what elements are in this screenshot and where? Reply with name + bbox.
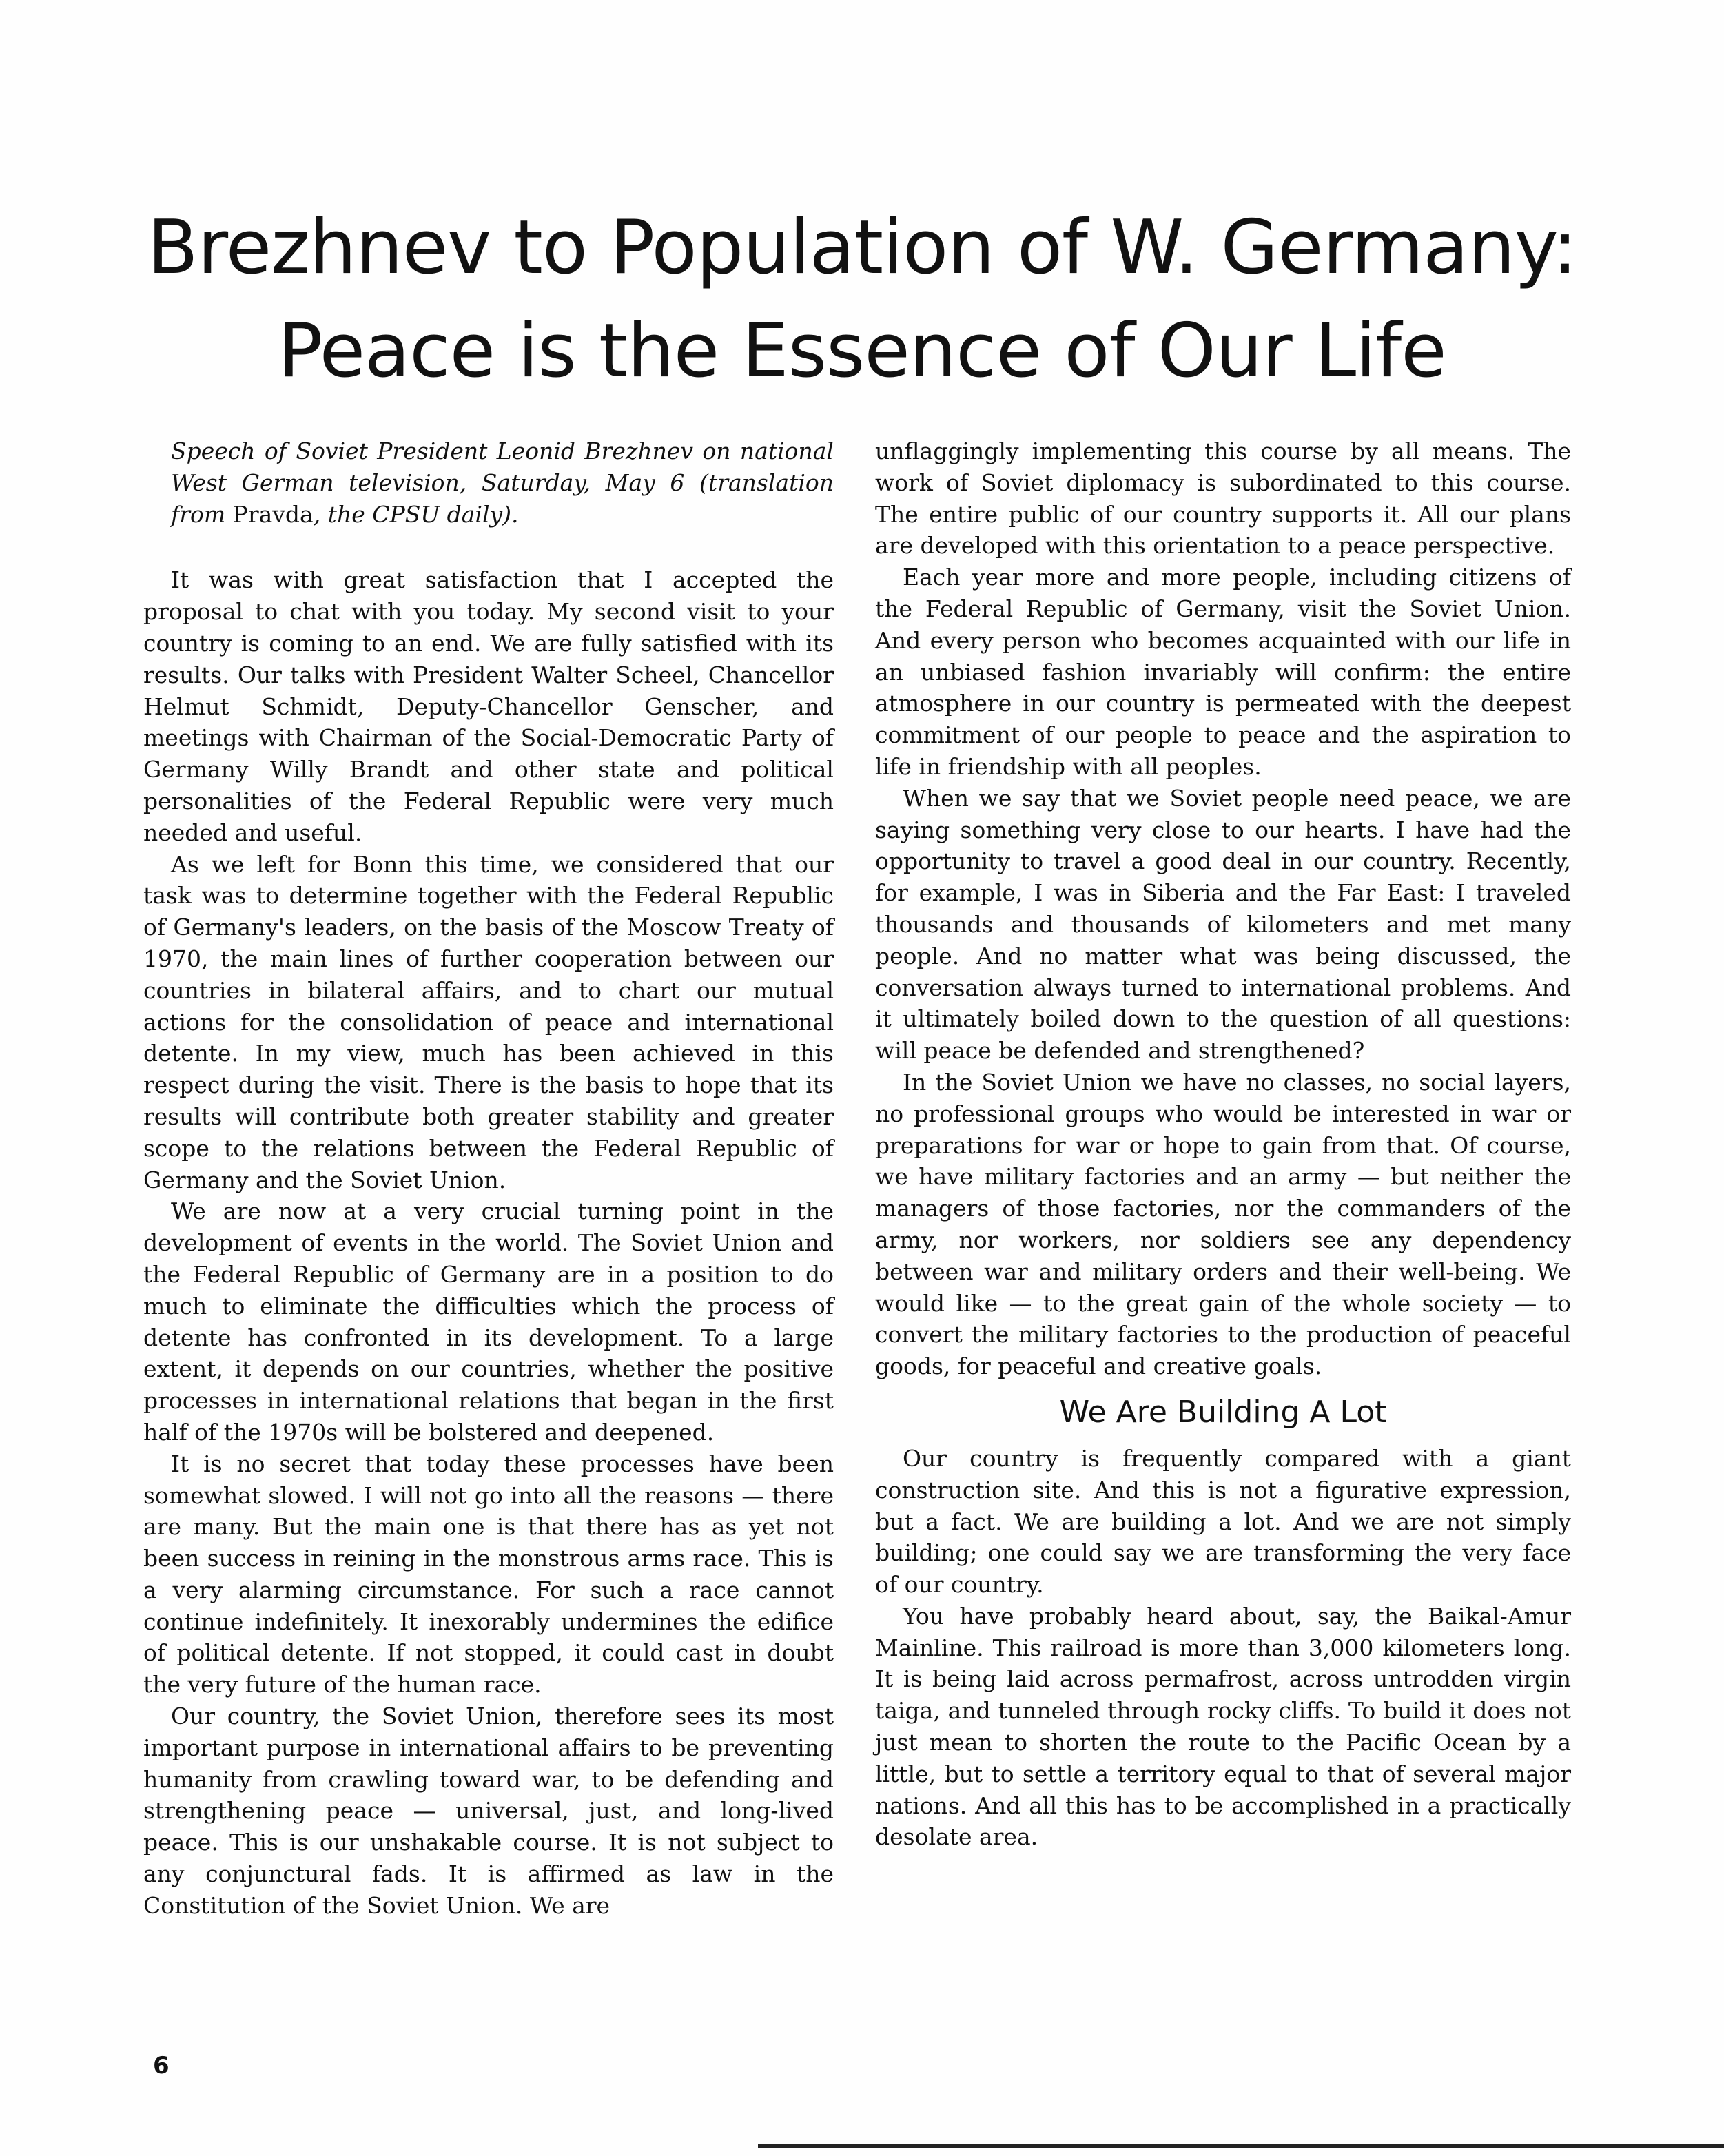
intro-text-start: Speech of Soviet President Leonid Brezhnev on national West German television, Saturday, May 6 (translation from — [171, 438, 834, 528]
headline-line-1: Brezhnev to Population of W. Germany: — [147, 205, 1577, 291]
body-paragraph: We are now at a very crucial turning point in the development of events in the world. The Soviet Union and the Federal Republic of Germany are in a position to do much to eliminate the difficulties which the process of detente has confronted in its development. To a large extent, it depends on our countries, whether the positive processes in international relations that began in the first half of the 1970s will be bolstered and deepened. — [143, 1198, 834, 1446]
intro-pravda: Pravda — [232, 500, 314, 528]
intro-note — [143, 435, 834, 530]
left-column — [143, 435, 834, 1922]
body-paragraph: It was with great satisfaction that I accepted the proposal to chat with you today. My second visit to your country is coming to an end. We are fully satisfied with its results. Our talks with President Walter Scheel, Chancellor Helmut Schmidt, Deputy-Chancellor Genscher, and meetings with Chairman of the Social-Democratic Party of Germany Willy Brandt and other state and political personalities of the Federal Republic were very much needed and useful. — [143, 566, 834, 846]
page-number: 6 — [153, 2052, 170, 2080]
intro-text-end: , the CPSU daily). — [313, 500, 519, 528]
right-column — [875, 435, 1571, 1853]
section-subheading: We Are Building A Lot — [1059, 1394, 1387, 1430]
body-paragraph: In the Soviet Union we have no classes, no social layers, no professional groups who would be interested in war or preparations for war or hope to gain from that. Of course, we have military factories and an army — but neither the managers of those factories, nor the commanders of the army, nor workers, nor soldiers see any dependency between war and military orders and their well-being. We would like — to the great gain of the whole society — to convert the military factories to the production of peaceful goods, for peaceful and creative goals. — [875, 1068, 1571, 1380]
body-paragraph: When we say that we Soviet people need peace, we are saying something very close to our hearts. I have had the opportunity to travel a good deal in our country. Recently, for example, I was in Siberia and the Far East: I traveled thousands and thousands of kilometers and met many people. And no matter what was being discussed, the conversation always turned to international problems. And it ultimately boiled down to the question of all questions: will peace be defended and strengthened? — [875, 784, 1571, 1065]
page-bottom-rule — [758, 2144, 1724, 2148]
body-paragraph: Our country, the Soviet Union, therefore sees its most important purpose in international affairs to be preventing humanity from crawling toward war, to be defending and strengthening peace — universal, just, and long-lived peace. This is our unshakable course. It is not subject to any conjunctural fads. It is affirmed as law in the Constitution of the Soviet Union. We are — [143, 1703, 834, 1919]
body-paragraph: Each year more and more people, including citizens of the Federal Republic of Germany, visit the Soviet Union. And every person who becomes acquainted with our life in an unbiased fashion invariably will confirm: the entire atmosphere in our country is permeated with the deepest commitment of our people to peace and the aspiration to life in friendship with all peoples. — [875, 564, 1571, 780]
body-paragraph: You have probably heard about, say, the Baikal-Amur Mainline. This railroad is more than 3,000 kilometers long. It is being laid across permafrost, across untrodden virgin taiga, and tunneled through rocky cliffs. To build it does not just mean to shorten the route to the Pacific Ocean by a little, but to settle a territory equal to that of several major nations. And all this has to be accomplished in a practically desolate area. — [875, 1602, 1571, 1851]
body-paragraph: It is no secret that today these processes have been somewhat slowed. I will not go into all the reasons — there are many. But the main one is that there has as yet not been success in reining in the monstrous arms race. This is a very alarming circumstance. For such a race cannot continue indefinitely. It inexorably undermines the edifice of political detente. If not stopped, it could cast in doubt the very future of the human race. — [143, 1450, 834, 1698]
headline-line-2: Peace is the Essence of Our Life — [278, 308, 1446, 394]
body-paragraph-continued: unflaggingly implementing this course by all means. The work of Soviet diplomacy is subordinated to this course. The entire public of our country supports it. All our plans are developed with this orientation to a peace perspective. — [875, 438, 1571, 559]
body-paragraph: As we left for Bonn this time, we considered that our task was to determine together with the Federal Republic of Germany's leaders, on the basis of the Moscow Treaty of 1970, the main lines of further cooperation between our countries in bilateral affairs, and to chart our mutual actions for the consolidation of peace and international detente. In my view, much has been achieved in this respect during the visit. There is the basis to hope that its results will contribute both greater stability and greater scope to the relations between the Federal Republic of Germany and the Soviet Union. — [143, 850, 834, 1193]
body-paragraph: Our country is frequently compared with a giant construction site. And this is not a figurative expression, but a fact. We are building a lot. And we are not simply building; one could say we are transforming the very face of our country. — [875, 1444, 1571, 1599]
